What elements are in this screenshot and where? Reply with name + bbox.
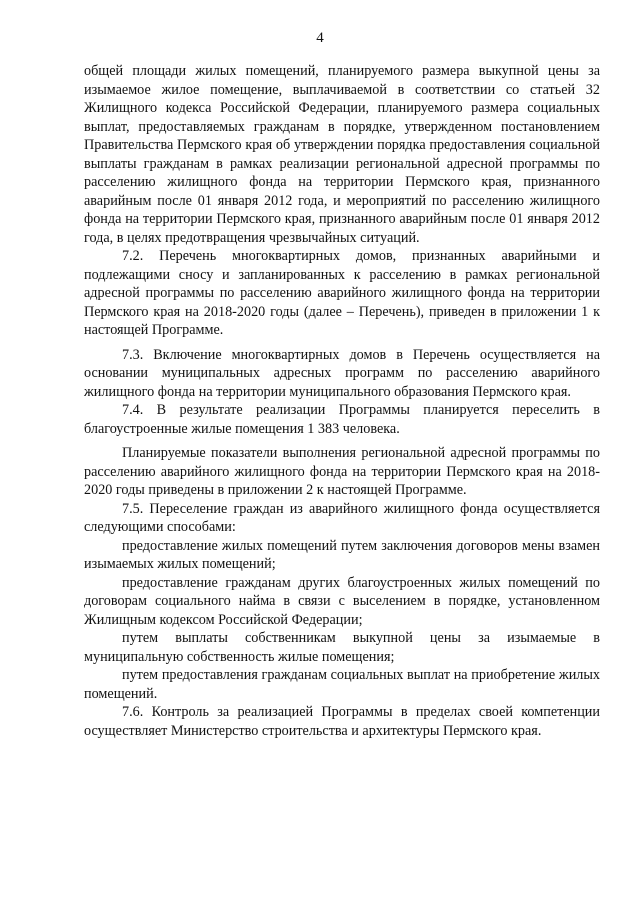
document-body bbox=[84, 62, 600, 740]
list-item-redemption: путем выплаты собственникам выкупной цены за изымаемые в муниципальную собственность жилые помещения; bbox=[84, 630, 600, 665]
paragraph-7-4: 7.4. В результате реализации Программы планируется переселить в благоустроенные жилые помещения 1 383 человека. bbox=[84, 402, 600, 437]
paragraph-7-3: 7.3. Включение многоквартирных домов в Перечень осуществляется на основании муниципальных адресных программ по расселению аварийного жилищного фонда на территории муниципального образования Пермского края. bbox=[84, 346, 600, 400]
list-item-exchange: предоставление жилых помещений путем заключения договоров мены взамен изымаемых жилых помещений; bbox=[84, 537, 600, 572]
list-item-social-payments: путем предоставления гражданам социальных выплат на приобретение жилых помещений. bbox=[84, 667, 600, 702]
paragraph-indicators: Планируемые показатели выполнения региональной адресной программы по расселению аварийного жилищного фонда на территории Пермского края на 2018-2020 годы приведены в приложении 2 к настоящей Программе. bbox=[84, 445, 600, 498]
paragraph-7-5: 7.5. Переселение граждан из аварийного жилищного фонда осуществляется следующими способами: bbox=[84, 500, 600, 535]
paragraph-continuation: общей площади жилых помещений, планируемого размера выкупной цены за изымаемое жилое помещение, выплачиваемой в соответствии со статьей 32 Жилищного кодекса Российской Федерации, планируемого размера социальных выплат, предоставляемых гражданам в порядке, утвержденном постановлением Правительства Пермского края об утверждении порядка предоставления социальной выплаты гражданам в рамках реализации региональной адресной программы по расселению жилищного фонда на территории Пермского края, признанного аварийным после 01 января 2012 года, и мероприятий по расселению жилищного фонда на территории Пермского края, признанного аварийным после 01 января 2012 года, в целях предотвращения чрезвычайных ситуаций. bbox=[84, 63, 600, 246]
paragraph-7-6: 7.6. Контроль за реализацией Программы в пределах своей компетенции осуществляет Министерство строительства и архитектуры Пермского края. bbox=[84, 704, 600, 739]
list-item-social-rent: предоставление гражданам других благоустроенных жилых помещений по договорам социального найма в связи с выселением в порядке, установленном Жилищным кодексом Российской Федерации; bbox=[84, 574, 600, 628]
page-number: 4 bbox=[316, 30, 324, 46]
paragraph-7-2: 7.2. Перечень многоквартирных домов, признанных аварийными и подлежащими сносу и запланированных к расселению в рамках региональной адресной программы по расселению аварийного жилищного фонда на территории Пермского края на 2018-2020 годы (далее – Перечень), приведен в приложении 1 к настоящей Программе. bbox=[84, 248, 600, 338]
